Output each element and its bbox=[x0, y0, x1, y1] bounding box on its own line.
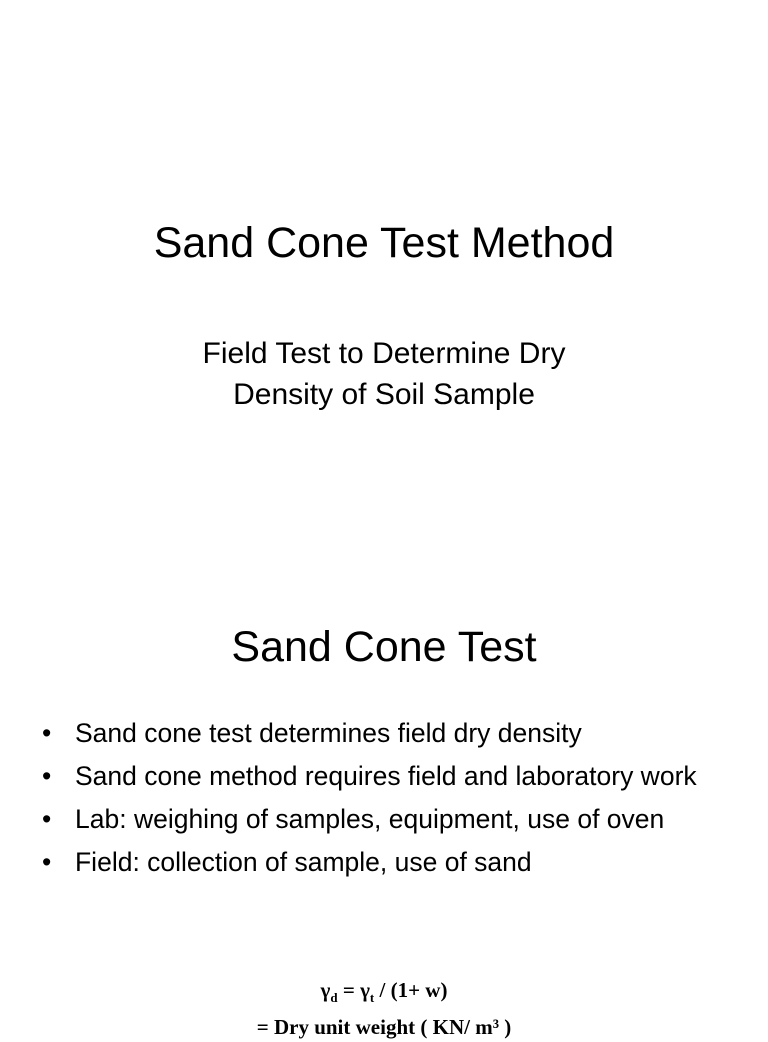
formula-definition: = Dry unit weight ( KN/ m³ ) bbox=[256, 1015, 512, 1039]
bullet-icon: • bbox=[42, 847, 52, 877]
formula-gamma-t: γ bbox=[360, 978, 370, 1002]
list-item bbox=[42, 715, 732, 751]
bullet-text: Sand cone test determines field dry density bbox=[75, 718, 582, 748]
subtitle-line-2: Density of Soil Sample bbox=[233, 378, 535, 411]
slide-sand-cone-test bbox=[0, 576, 768, 1039]
slide-heading: Sand Cone Test bbox=[231, 623, 537, 671]
formula-equals: = bbox=[337, 978, 361, 1002]
bullet-list bbox=[42, 715, 732, 887]
list-item bbox=[42, 758, 732, 794]
subtitle-line-1: Field Test to Determine Dry bbox=[202, 337, 566, 370]
formula-sub-d: d bbox=[330, 990, 338, 1006]
formula bbox=[0, 975, 768, 1013]
list-item bbox=[42, 844, 732, 880]
bullet-icon: • bbox=[42, 804, 52, 834]
subtitle bbox=[0, 333, 768, 415]
bullet-text: Lab: weighing of samples, equipment, use of oven bbox=[75, 804, 665, 834]
bullet-text: Field: collection of sample, use of sand bbox=[75, 847, 532, 877]
bullet-icon: • bbox=[42, 761, 52, 791]
formula-sub-t: t bbox=[369, 990, 375, 1006]
formula-rest: / (1+ w) bbox=[374, 978, 448, 1002]
page-title: Sand Cone Test Method bbox=[153, 219, 615, 267]
bullet-icon: • bbox=[42, 718, 52, 748]
formula-gamma-d: γ bbox=[320, 978, 331, 1002]
bullet-text: Sand cone method requires field and laboratory work bbox=[75, 761, 697, 791]
list-item bbox=[42, 801, 732, 837]
